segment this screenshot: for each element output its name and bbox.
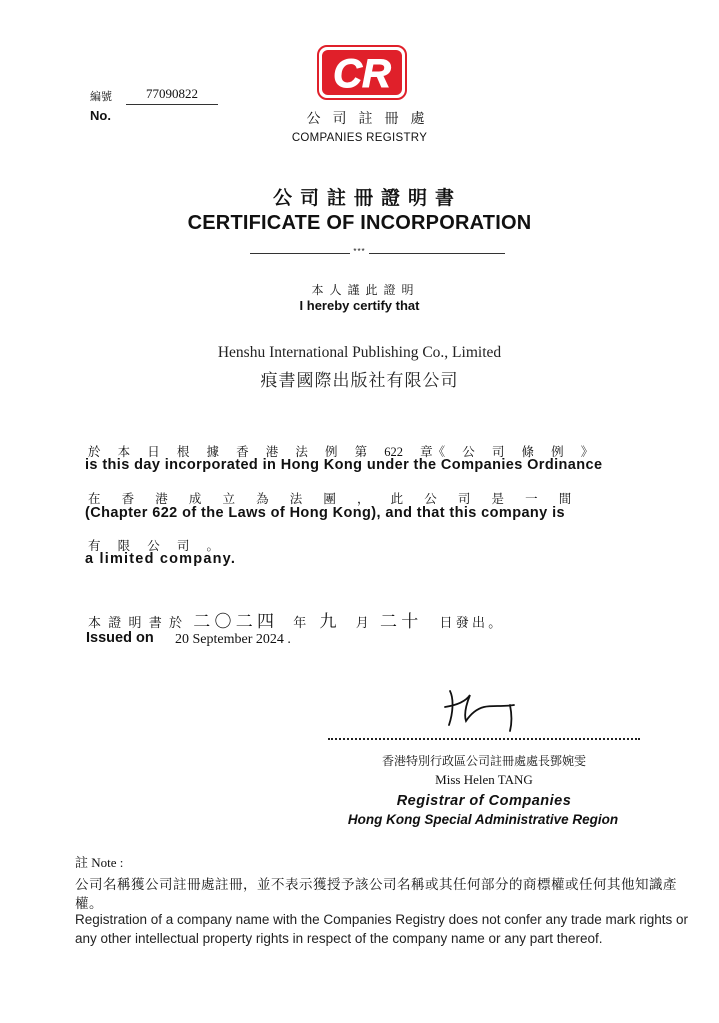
company-name-zh: 痕書國際出版社有限公司 bbox=[260, 371, 459, 390]
divider-left bbox=[250, 253, 350, 254]
issue-month-zh: 九 bbox=[319, 612, 337, 631]
divider-right bbox=[369, 253, 505, 254]
issue-month-unit-zh: 月 bbox=[355, 615, 369, 630]
number-label-en: No. bbox=[90, 108, 111, 123]
note-label: 註 Note : bbox=[75, 855, 124, 870]
divider-stars: *** bbox=[353, 247, 366, 256]
logo-text: CR bbox=[333, 52, 391, 96]
body-line1-en: is this day incorporated in Hong Kong under the Companies Ordinance bbox=[85, 457, 603, 473]
registry-name-zh: 公司註冊處 bbox=[306, 112, 437, 127]
body-line3-zh: 有 限 公 司 。 bbox=[88, 539, 220, 553]
issue-year-zh: 二 〇 二 四 bbox=[193, 612, 275, 631]
note-text-en: Registration of a company name with the Companies Registry does not confer any trade mark rights or any other intellectual property rights in respect of the company name or any part thereof. bbox=[75, 912, 689, 946]
registrar-title-zh: 香港特別行政區公司註冊處處長鄧婉雯 bbox=[381, 754, 586, 768]
certificate-number: 77090822 bbox=[126, 86, 218, 105]
issue-year-unit-zh: 年 bbox=[293, 615, 307, 630]
certificate-title-zh: 公司註冊證明書 bbox=[272, 188, 462, 209]
issue-date-en: 20 September 2024 . bbox=[175, 632, 291, 647]
companies-registry-logo bbox=[317, 45, 407, 100]
registrar-signature bbox=[440, 685, 520, 735]
issue-prefix-zh: 本 證 明 書 於 bbox=[88, 615, 185, 630]
certify-text-en: I hereby certify that bbox=[299, 298, 420, 313]
signature-line bbox=[328, 738, 640, 740]
registrar-title-en: Registrar of Companies bbox=[396, 793, 572, 809]
registrar-region-en: Hong Kong Special Administrative Region bbox=[347, 812, 619, 827]
body-line1-zh: 於 本 日 根 據 香 港 法 例 第 622 章《 公 司 條 例 》 bbox=[88, 445, 594, 459]
certify-text-zh: 本人謹此證明 bbox=[311, 283, 420, 297]
issue-date-zh bbox=[88, 607, 501, 632]
body-line2-en: (Chapter 622 of the Laws of Hong Kong), and that this company is bbox=[85, 505, 565, 521]
company-name-en: Henshu International Publishing Co., Limited bbox=[217, 344, 502, 361]
issue-day-zh: 二 十 bbox=[380, 612, 419, 631]
issue-label-en: Issued on bbox=[86, 630, 154, 646]
number-label-zh: 編號 bbox=[90, 91, 112, 103]
body-line3-en: a limited company. bbox=[85, 551, 237, 567]
registry-name-en: COMPANIES REGISTRY bbox=[291, 132, 428, 144]
certificate-title-en: CERTIFICATE OF INCORPORATION bbox=[187, 212, 532, 234]
note-text-zh: 公司名稱獲公司註冊處註冊，並不表示獲授予該公司名稱或其任何部分的商標權或任何其他知識產權。 bbox=[75, 877, 677, 911]
issue-suffix-zh: 日 發 出 。 bbox=[439, 615, 502, 630]
body-line2-zh: 在 香 港 成 立 為 法 團 ， 此 公 司 是 一 間 bbox=[88, 492, 572, 506]
registrar-name: Miss Helen TANG bbox=[435, 772, 533, 787]
